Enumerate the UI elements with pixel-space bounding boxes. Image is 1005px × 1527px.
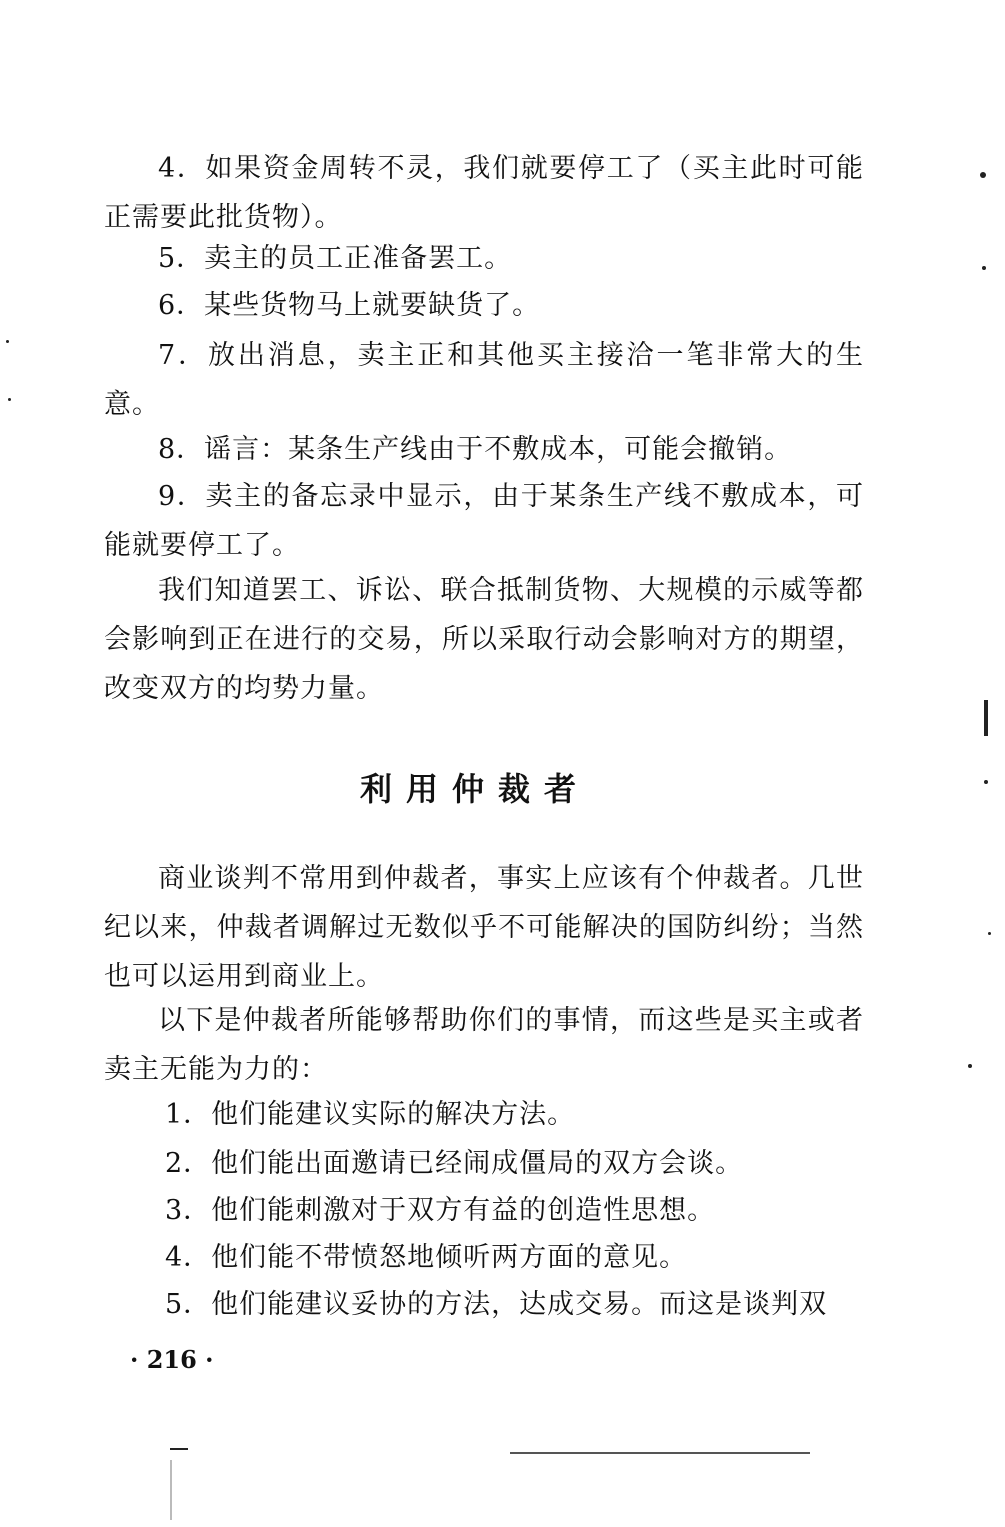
- paragraph-item-4: 4．如果资金周转不灵，我们就要停工了（买主此时可能正需要此批货物）。: [104, 153, 864, 233]
- scan-speck: [988, 932, 991, 935]
- scan-rule: [510, 1452, 810, 1454]
- scan-speck: [6, 340, 9, 343]
- list-item-3: 3．他们能刺激对于双方有益的创造性思想。: [165, 1195, 716, 1226]
- paragraph-item-6: 6．某些货物马上就要缺货了。: [158, 290, 541, 321]
- paragraph-item-7: 7．放出消息，卖主正和其他买主接洽一笔非常大的生意。: [104, 340, 864, 420]
- scan-speck: [982, 266, 986, 270]
- page-number: · 216 ·: [130, 1345, 214, 1374]
- scan-mark: [170, 1448, 188, 1450]
- list-item-1: 1．他们能建议实际的解决方法。: [165, 1099, 576, 1130]
- paragraph-intro: 商业谈判不常用到仲裁者，事实上应该有个仲裁者。几世纪以来，仲裁者调解过无数似乎不可能解决的国防纠纷；当然也可以运用到商业上。: [104, 863, 864, 992]
- scan-speck: [980, 172, 986, 178]
- scan-speck: [8, 398, 11, 401]
- scan-speck: [984, 780, 988, 784]
- section-heading: 利用仲裁者: [359, 770, 590, 808]
- paragraph-item-5: 5．卖主的员工正准备罢工。: [158, 243, 513, 274]
- paragraph-item-8: 8．谣言：某条生产线由于不敷成本，可能会撤销。: [158, 434, 793, 465]
- paragraph-summary: 我们知道罢工、诉讼、联合抵制货物、大规模的示威等都会影响到正在进行的交易，所以采取行动会影响对方的期望，改变双方的均势力量。: [104, 575, 864, 704]
- list-item-5: 5．他们能建议妥协的方法，达成交易。而这是谈判双: [165, 1289, 828, 1320]
- scan-edge: [170, 1460, 172, 1520]
- scan-mark: [984, 700, 988, 736]
- scan-speck: [968, 1064, 972, 1068]
- list-item-4: 4．他们能不带愤怒地倾听两方面的意见。: [165, 1242, 688, 1273]
- paragraph-item-9: 9．卖主的备忘录中显示，由于某条生产线不敷成本，可能就要停工了。: [104, 481, 864, 561]
- list-item-2: 2．他们能出面邀请已经闹成僵局的双方会谈。: [165, 1148, 744, 1179]
- paragraph-list-lead: 以下是仲裁者所能够帮助你们的事情，而这些是买主或者卖主无能为力的：: [104, 1005, 864, 1085]
